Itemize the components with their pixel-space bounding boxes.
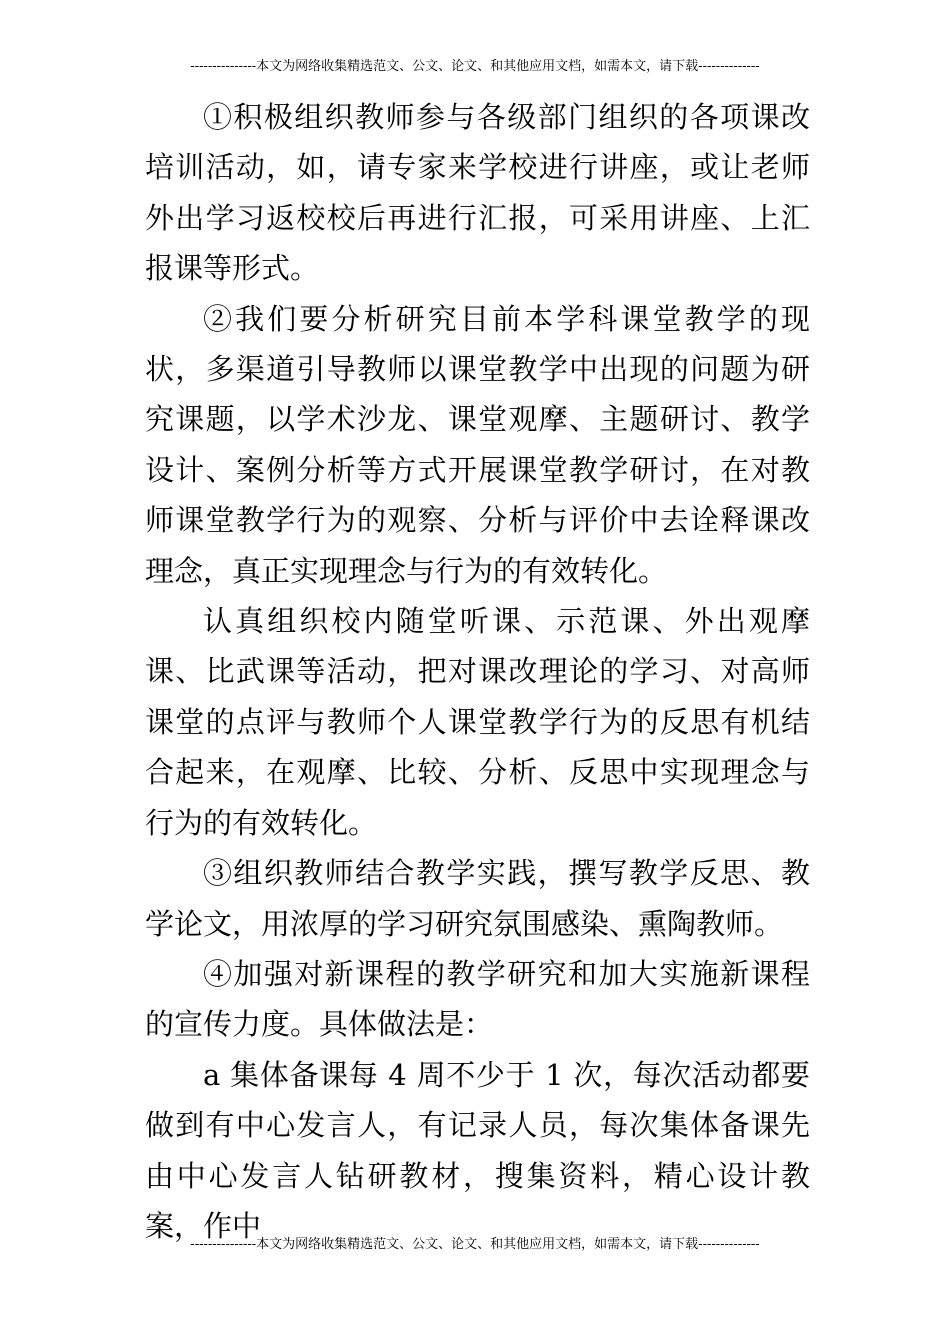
paragraph-6: a 集体备课每 4 周不少于 1 次，每次活动都要做到有中心发言人，有记录人员，每次集体备课先由中心发言人钻研教材，搜集资料，精心设计教案，作中: [145, 1057, 810, 1243]
paragraph-5: ④加强对新课程的教学研究和加大实施新课程的宣传力度。具体做法是：: [145, 956, 810, 1042]
paragraph-2: ②我们要分析研究目前本学科课堂教学的现状，多渠道引导教师以课堂教学中出现的问题为研究课题，以学术沙龙、课堂观摩、主题研讨、教学设计、案例分析等方式开展课堂教学研讨，在对教师课堂教学行为的观察、分析与评价中去诠释课改理念，真正实现理念与行为的有效转化。: [145, 301, 810, 588]
paragraph-3: 认真组织校内随堂听课、示范课、外出观摩课、比武课等活动，把对课改理论的学习、对高师课堂的点评与教师个人课堂教学行为的反思有机结合起来，在观摩、比较、分析、反思中实现理念与行为的有效转化。: [145, 604, 810, 840]
header-banner: ---------------本文为网络收集精选范文、公文、论文、和其他应用文档，如需本文，请下载--------------: [190, 59, 760, 74]
footer-banner: ---------------本文为网络收集精选范文、公文、论文、和其他应用文档，如需本文，请下载--------------: [190, 1237, 760, 1252]
paragraph-4: ③组织教师结合教学实践，撰写教学反思、教学论文，用浓厚的学习研究氛围感染、熏陶教师。: [145, 856, 810, 941]
document-body: [145, 92, 810, 1251]
paragraph-1: ①积极组织教师参与各级部门组织的各项课改培训活动，如，请专家来学校进行讲座，或让老师外出学习返校校后再进行汇报，可采用讲座、上汇报课等形式。: [145, 100, 810, 286]
